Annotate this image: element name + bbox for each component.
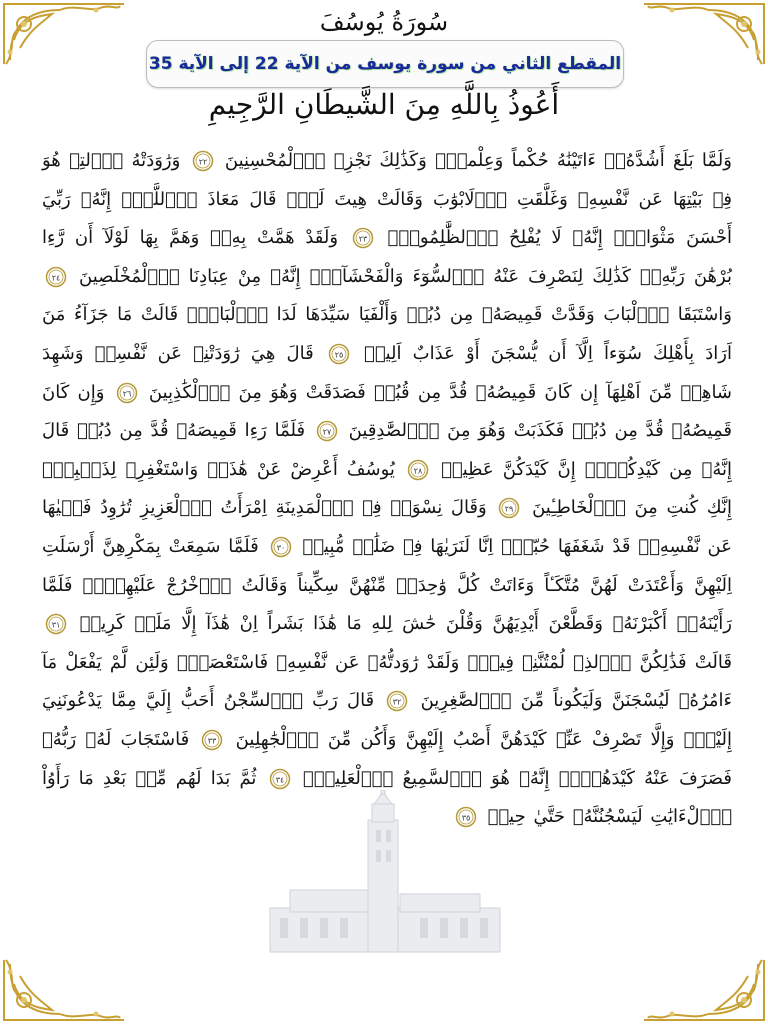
ayah-marker-icon <box>316 420 338 442</box>
verse-text: ثُمَّ بَدَا لَهُم مِّنۢ بَعْدِ مَا رَأَوُاْ اُ۬لْءَايَٰتِ لَيَسْجُنُنَّهُۥ حَتَّيٰ حِينٖ <box>42 767 732 828</box>
verse-text: وَإِن كَانَ قَمِيصُهُۥ قُدَّ مِن دُبُرٖ فَكَذَبَتْ وَهُوَ مِنَ اَ۬لصَّٰدِقِينَ <box>42 381 732 442</box>
verse-text: وَرَٰوَدَتْهُ اُ۬لتِے هُوَ فِے بَيْتِهَا عَن نَّفْسِهِۦ وَغَلَّقَتِ اِ۬لَابْوَٰبَ وَقَالَتْ هِيتَ لَكَۖ قَالَ مَعَاذَ اَ۬للَّهِۖ إِنَّهُۥ رَبِّيَ أَحْسَنَ مَثْوَايَۖ إِنَّهُۥ لَا يُفْلِحُ اُ۬لظَّٰلِمُونَۖ <box>42 150 732 249</box>
corner-ornament-icon <box>640 956 768 1024</box>
ayah-marker-icon <box>201 729 223 751</box>
ayah-marker-icon <box>498 497 520 519</box>
ayah-number: ٣٥ <box>461 813 471 823</box>
ayah-marker-icon <box>45 613 67 635</box>
ayah-marker-icon <box>45 266 67 288</box>
surah-title: سُورَةُ يُوسُفَ <box>319 8 449 36</box>
verse-text: قَالَ هِيَ رَٰوَدَتْنِے عَن نَّفْسِےۖ وَشَهِدَ شَاهِدٞ مِّنَ اَهْلِهَآ إِن كَانَ قَمِيصُهُۥ قُدَّ مِن قُبُلٖ فَصَدَقَتْ وَهُوَ مِنَ اَ۬لْكَٰذِبِينَ <box>42 342 733 403</box>
ayah-number: ٣٢ <box>393 697 402 707</box>
ayah-number: ٢٢ <box>198 157 207 167</box>
ayah-number: ٢٣ <box>358 234 368 244</box>
verse-text: وَقَالَ نِسْوَةٞ فِے اِ۬لْمَدِينَةِ اِمْرَأَتُ اُ۬لْعَزِيزِ تُرَٰوِدُ فَت۪يٰهَا عَن نَّفْسِهِۦۖ قَدْ شَغَفَهَا حُبّاًۖ اِنَّا لَنَرَيٰهَا فِے ضَلَٰلٖ مُّبِينٖ <box>42 497 732 557</box>
ayah-marker-icon <box>386 690 408 712</box>
ayah-number: ٣١ <box>51 620 61 630</box>
ayah-number: ٢٦ <box>122 389 131 399</box>
verse-text: وَلَمَّا بَلَغَ أَشُدَّهُۥٓ ءَاتَيْنَٰهُ حُكْماً وَعِلْماًۖ وَكَذَٰلِكَ نَجْزِے اِ۬لْمُحْسِنِينَ <box>216 150 732 171</box>
ayah-number: ٢٥ <box>334 350 344 360</box>
verse-text: وَاسْتَبَقَا اَ۬لْبَابَ وَقَدَّتْ قَمِيصَهُۥ مِن دُبُرٖ وَأَلْفَيَا سَيِّدَهَا لَدَا اَ۬لْبَابِۖ قَالَتْ مَا جَزَآءُ مَنَ اَرَادَ بِأَهْلِكَ سُوٓءاً اِلَّآ أَن يُّسْجَنَ أَوْ عَذَابٌ اَلِيمٞ <box>42 304 732 364</box>
isti3adha-heading: أَعُوذُ بِاللَّهِ مِنَ الشَّيطَانِ الرَّجِيمِ <box>208 88 560 121</box>
ayah-marker-icon <box>192 150 214 172</box>
ayah-marker-icon <box>352 227 374 249</box>
ayah-number: ٢٤ <box>51 273 61 283</box>
ayah-marker-icon <box>407 459 429 481</box>
section-title: المقطع الثاني من سورة يوسف من الآية 22 إلى الآية 35 <box>148 54 622 74</box>
verse-text: يُوسُفُ أَعْرِضْ عَنْ هَٰذَاۚ وَاسْتَغْفِرِے لِذَنۢبِكِۖ إِنَّكِ كُنتِ مِنَ اَ۬لْخَاطِـِٔينَ <box>42 458 732 519</box>
verse-text: فَلَمَّا سَمِعَتْ بِمَكْرِهِنَّ أَرْسَلَتِ اِلَيْهِنَّ وَأَعْتَدَتْ لَهُنَّ مُتَّكَـٔاً وَءَاتَتْ كُلَّ وَٰحِدَةٖ مِّنْهُنَّ سِكِّيناً وَقَالَتُ اُ۟خْرُجْ عَلَيْهِنَّۖ فَلَمَّا رَأَيْنَهُۥٓ أَكْبَرْنَهُۥ وَقَطَّعْنَ أَيْدِيَهُنَّ وَقُلْنَ حَٰشَ لِلهِ مَا هَٰذَا بَشَراً اِنْ هَٰذَآ إِلَّا مَلَكٞ كَرِيمٞ <box>42 535 732 635</box>
ayah-number: ٢٧ <box>322 427 332 437</box>
ayah-number: ٢٩ <box>505 504 514 514</box>
verse-text: وَلَقَدْ هَمَّتْ بِهِۦۖ وَهَمَّ بِهَا لَوْلَآ أَن رَّءِا بُرْهَٰنَ رَبِّهِۦۖ كَذَٰلِكَ لِنَصْرِفَ عَنْهُ اُ۬لسُّوٓءَ وَالْفَحْشَآءَۖ إِنَّهُۥ مِنْ عِبَادِنَا اَ۬لْمُخْلَصِينَ <box>42 227 732 287</box>
section-title-box <box>146 40 624 88</box>
verse-text: فَاسْتَجَابَ لَهُۥ رَبُّهُۥ فَصَرَفَ عَنْهُ كَيْدَهُنَّۖ إِنَّهُۥ هُوَ اَ۬لسَّمِيعُ اُ۬لْعَلِيمُۖ <box>42 728 732 789</box>
ayah-number: ٣٣ <box>208 736 217 746</box>
mosque-illustration-icon <box>260 790 510 958</box>
verse-text: قَالَ رَبِّ اِ۬لسِّجْنُ أَحَبُّ إِلَيَّ مِمَّا يَدْعُونَنِيَ إِلَيْهِۖ وَإِلَّا تَصْرِفْ عَنِّے كَيْدَهُنَّ أَصْبُ إِلَيْهِنَّ وَأَكُن مِّنَ اَ۬لْجَٰهِلِينَ <box>42 690 732 750</box>
ayah-number: ٢٨ <box>413 466 423 476</box>
ayah-marker-icon <box>116 382 138 404</box>
verse-text: قَالَتْ فَذَٰلِكُنَّ اَ۬لذِے لُمْتُنَّنِے فِيهِۖ وَلَقَدْ رَٰوَدتُّهُۥ عَن نَّفْسِهِۦ فَاسْتَعْصَمَۖ وَلَئِن لَّمْ يَفْعَلْ مَآ ءَامُرُهُۥ لَيُسْجَنَنَّ وَلَيَكُوناً مِّنَ اَ۬لصَّٰغِرِينَ <box>42 651 732 712</box>
verse-text: فَلَمَّا رَءِا قَمِيصَهُۥ قُدَّ مِن دُبُرٖ قَالَ إِنَّهُۥ مِن كَيْدِكُنَّۖ إِنَّ كَيْدَكُنَّ عَظِيمٞ <box>42 420 732 480</box>
ayah-marker-icon <box>270 536 292 558</box>
corner-ornament-icon <box>0 956 128 1024</box>
ayah-number: ٣٠ <box>276 543 285 553</box>
ayah-marker-icon <box>328 343 350 365</box>
quran-text-body <box>42 142 732 837</box>
ayah-marker-icon <box>269 768 291 790</box>
ayah-number: ٣٤ <box>275 775 284 784</box>
